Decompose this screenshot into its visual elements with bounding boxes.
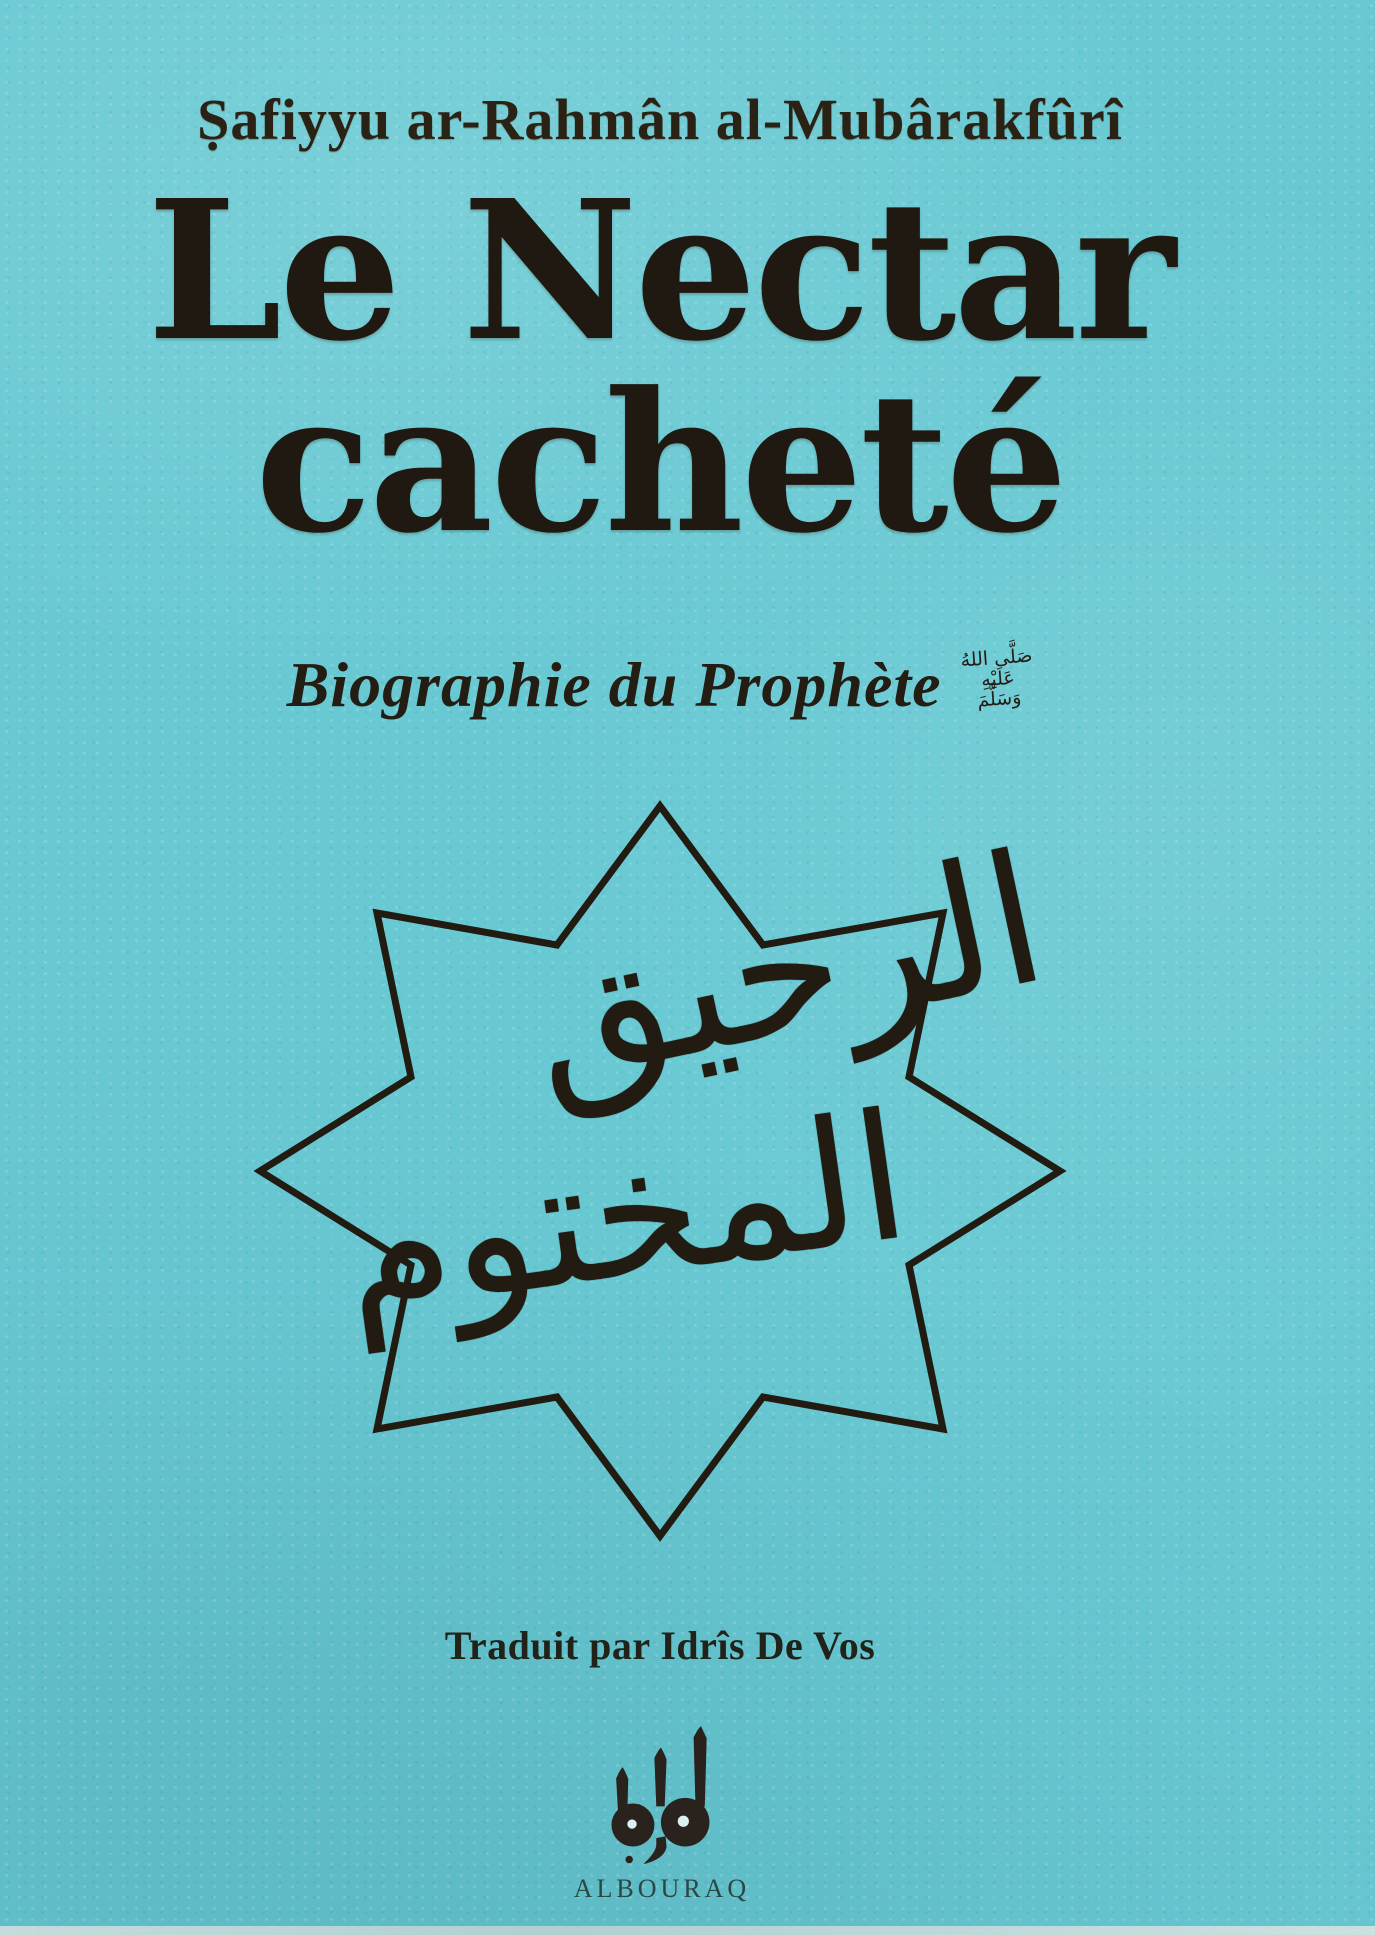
emblem [235, 786, 1085, 1556]
prophet-honorific [959, 646, 1035, 712]
honorific-line: عَلَيْهِ [979, 666, 1015, 691]
albouraq-mark-icon [604, 1726, 716, 1868]
honorific-line: صَلَّى اللهُ [959, 644, 1033, 672]
title-line-2: cacheté [255, 351, 1065, 576]
subtitle-row [0, 644, 1320, 722]
title-line-1: Le Nectar [147, 159, 1173, 384]
bottom-scan-edge [0, 1926, 1375, 1935]
calligraphy-word-makhtum: المختوم [328, 1075, 920, 1356]
publisher-logo [0, 1726, 1320, 1904]
author-line: Ṣafiyyu ar-Rahmân al-Mubârakfûrî [197, 87, 1123, 152]
translator-line: Traduit par Idrîs De Vos [444, 1623, 876, 1668]
publisher-wordmark: ALBOURAQ [573, 1874, 751, 1903]
book-title [0, 159, 1320, 576]
honorific-line: وَسَلَّمَ [976, 686, 1022, 712]
subtitle: Biographie du Prophète [286, 649, 942, 720]
calligraphy-word-rahiq: الرحيق [509, 814, 1062, 1127]
